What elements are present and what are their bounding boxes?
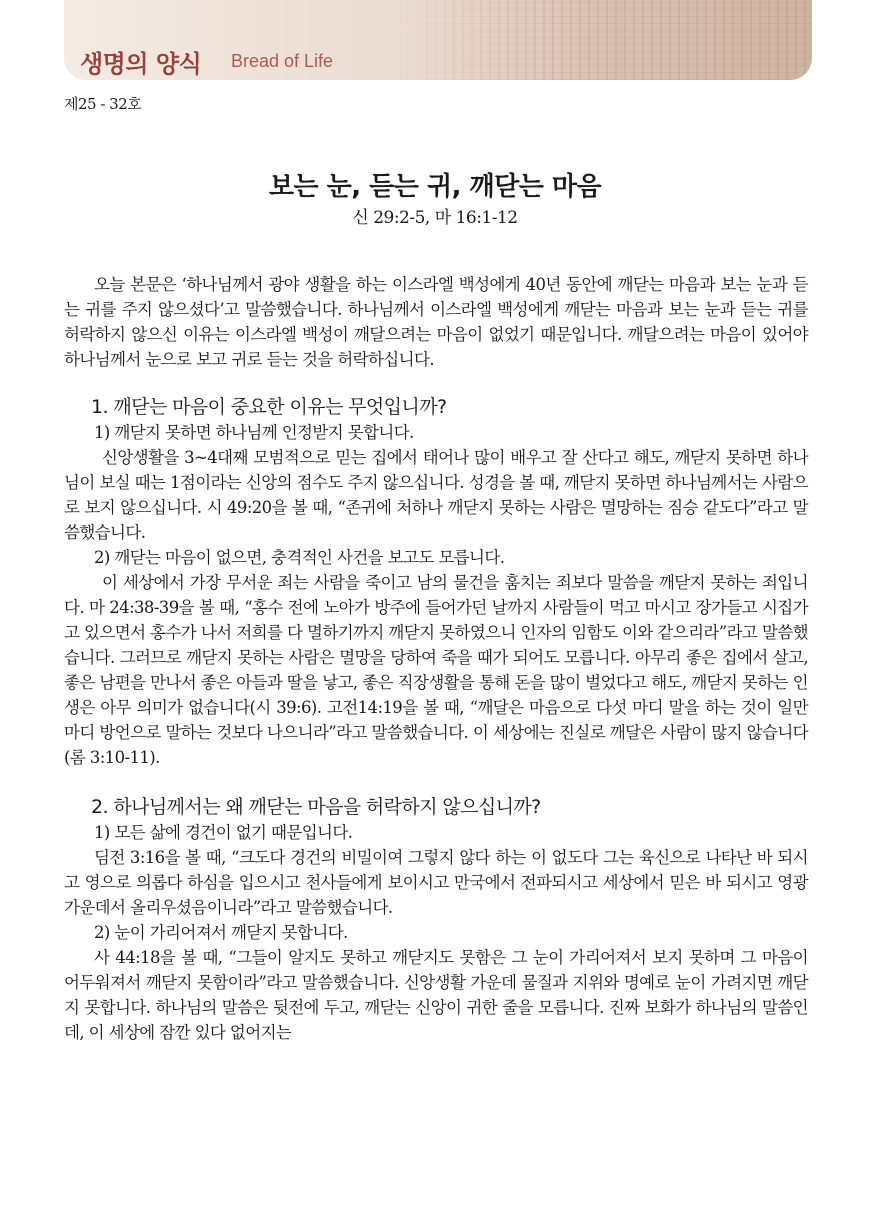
banner-title-english: Bread of Life [231,51,334,71]
section-1-paragraph-2: 이 세상에서 가장 무서운 죄는 사람을 죽이고 남의 물건을 훔치는 죄보다 말씀을 깨닫지 못하는 죄입니다. 마 24:38-39을 볼 때, “홍수 전에 노아가 방주에 들어가던 날까지 사람들이 먹고 마시고 장가들고 시집가고 있으면서 홍수가 나서 저희를 다 멸하기까지 깨닫지 못하였으니 인자의 임함도 이와 같으리라”라고 말씀했습니다. 그러므로 깨닫지 못하는 사람은 멸망을 당하여 죽을 때가 되어도 모릅니다. 아무리 좋은 집에서 살고, 좋은 남편을 만나서 좋은 아들과 딸을 낳고, 좋은 직장생활을 통해 돈을 많이 벌었다고 해도, 깨닫지 못하는 인생은 아무 의미가 없습니다(시 39:6). 고전14:19을 볼 때, “깨달은 마음으로 다섯 마디 말을 하는 것이 일만 마디 방언으로 말하는 것보다 나으니라”라고 말씀했습니다. 이 세상에는 진실로 깨달은 사람이 많지 않습니다(롬 3:10-11). [64,573,808,767]
section-2-heading: 2. 하나님께서는 왜 깨닫는 마음을 허락하지 않으십니까? [91,796,541,818]
sermon-title: 보는 눈, 듣는 귀, 깨닫는 마음 [268,172,602,202]
banner-photo-texture [372,0,812,80]
scripture-reference: 신 29:2-5, 마 16:1-12 [352,208,518,228]
spacer [64,372,808,394]
section-2-point-1: 1) 모든 삶에 경건이 없기 때문입니다. [94,823,353,842]
section-2-point-2: 2) 눈이 가리어져서 깨닫지 못합니다. [94,923,348,942]
section-1-heading: 1. 깨닫는 마음이 중요한 이유는 무엇입니까? [91,396,447,418]
section-2-paragraph-1: 딤전 3:16을 볼 때, “크도다 경건의 비밀이여 그렇지 않다 하는 이 없도다 그는 육신으로 나타난 바 되시고 영으로 의롭다 하심을 입으시고 천사들에게 보이시고 만국에서 전파되시고 세상에서 믿은 바 되시고 영광 가운데서 올리우셨음이니라”라고 말씀했습니다. [64,848,808,917]
sermon-body [64,272,808,1045]
issue-number: 제25 - 32호 [64,95,142,113]
spacer [64,770,808,794]
section-2-paragraph-2: 사 44:18을 볼 때, “그들이 알지도 못하고 깨닫지도 못함은 그 눈이 가리어져서 보지 못하며 그 마음이 어두워져서 깨닫지 못함이라”라고 말씀했습니다. 신앙생활 가운데 물질과 지위와 명예로 눈이 가려지면 깨닫지 못합니다. 하나님의 말씀은 뒷전에 두고, 깨닫는 신앙이 귀한 줄을 모릅니다. 진짜 보화가 하나님의 말씀인데, 이 세상에 잠깐 있다 없어지는 [64,948,808,1042]
section-1-paragraph-1: 신앙생활을 3~4대째 모범적으로 믿는 집에서 태어나 많이 배우고 잘 산다고 해도, 깨닫지 못하면 하나님이 보실 때는 1점이라는 신앙의 점수도 주지 않으십니다. 성경을 볼 때, 깨닫지 못하면 하나님께서는 사람으로 보지 않으십니다. 시 49:20을 볼 때, “존귀에 처하나 깨닫지 못하는 사람은 멸망하는 짐승 같도다”라고 말씀했습니다. [64,448,808,542]
section-1-point-2: 2) 깨닫는 마음이 없으면, 충격적인 사건을 보고도 모릅니다. [94,548,505,567]
header-banner [64,0,812,80]
section-1-point-1: 1) 깨닫지 못하면 하나님께 인정받지 못합니다. [94,423,414,442]
banner-title-korean: 생명의 양식 [80,50,202,78]
intro-paragraph: 오늘 본문은 ‘하나님께서 광야 생활을 하는 이스라엘 백성에게 40년 동안에 깨닫는 마음과 보는 눈과 듣는 귀를 주지 않으셨다’고 말씀했습니다. 하나님께서 이스라엘 백성에게 깨닫는 마음과 보는 눈과 듣는 귀를 허락하지 않으신 이유는 이스라엘 백성이 깨달으려는 마음이 없었기 때문입니다. 깨달으려는 마음이 있어야 하나님께서 눈으로 보고 귀로 듣는 것을 허락하십니다. [64,275,808,369]
